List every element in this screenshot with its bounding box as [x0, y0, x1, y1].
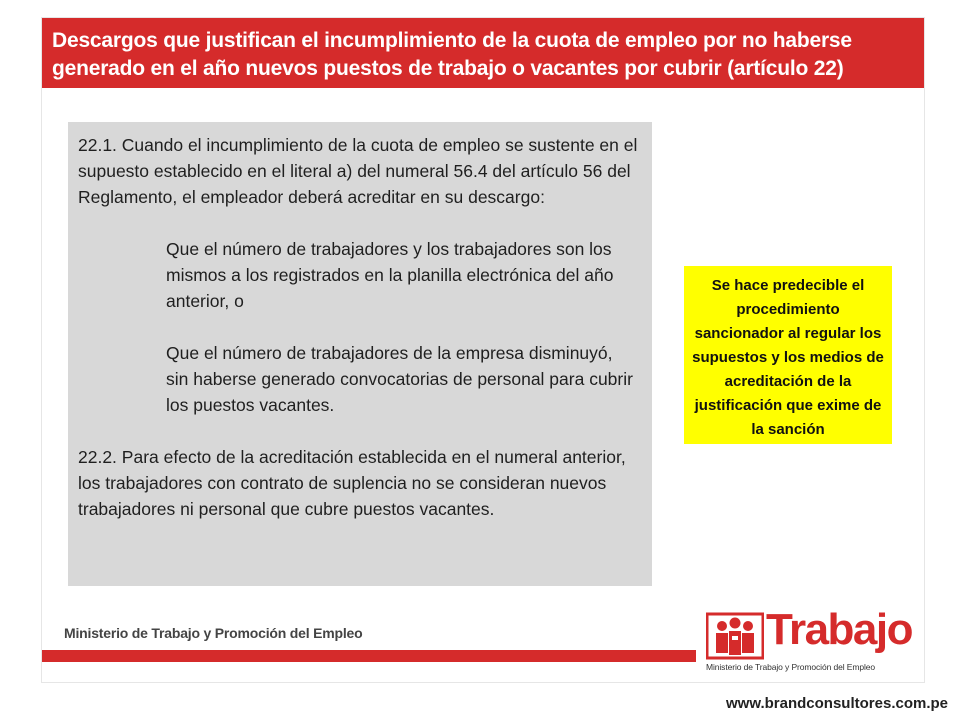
trabajo-logo [706, 605, 916, 678]
article-item-2: Que el número de trabajadores de la empresa disminuyó, sin haberse generado convocatorias de personal para cubrir los puestos vacantes. [166, 343, 633, 415]
slide [42, 18, 924, 682]
logo-subtitle: Ministerio de Trabajo y Promoción del Empleo [706, 662, 875, 672]
article-paragraph-22-2: 22.2. Para efecto de la acreditación establecida en el numeral anterior, los trabajadores con contrato de suplencia no se consideran nuevos trabajadores ni personal que cubre puestos vacantes. [78, 447, 626, 519]
article-paragraph-22-1: 22.1. Cuando el incumplimiento de la cuota de empleo se sustente en el supuesto establecido en el literal a) del numeral 56.4 del artículo 56 del Reglamento, el empleador deberá acreditar en su descargo: [78, 135, 638, 207]
website-watermark: www.brandconsultores.com.pe [726, 695, 948, 712]
title-bar [42, 18, 924, 88]
article-item-1: Que el número de trabajadores y los trabajadores son los mismos a los registrados en la planilla electrónica del año anterior, o [166, 239, 614, 311]
logo-wordmark: Trabajo [766, 605, 912, 654]
ministry-people-icon [706, 612, 764, 660]
footer-red-bar [42, 650, 696, 662]
highlight-note: Se hace predecible el procedimiento sancionador al regular los supuestos y los medios de acreditación de la justificación que exime de la sanción [684, 266, 892, 444]
slide-title: Descargos que justifican el incumplimiento de la cuota de empleo por no haberse generado en el año nuevos puestos de trabajo o vacantes por cubrir (artículo 22) [52, 29, 852, 80]
article-text-box [68, 122, 652, 586]
footer-organization: Ministerio de Trabajo y Promoción del Empleo [64, 625, 363, 641]
